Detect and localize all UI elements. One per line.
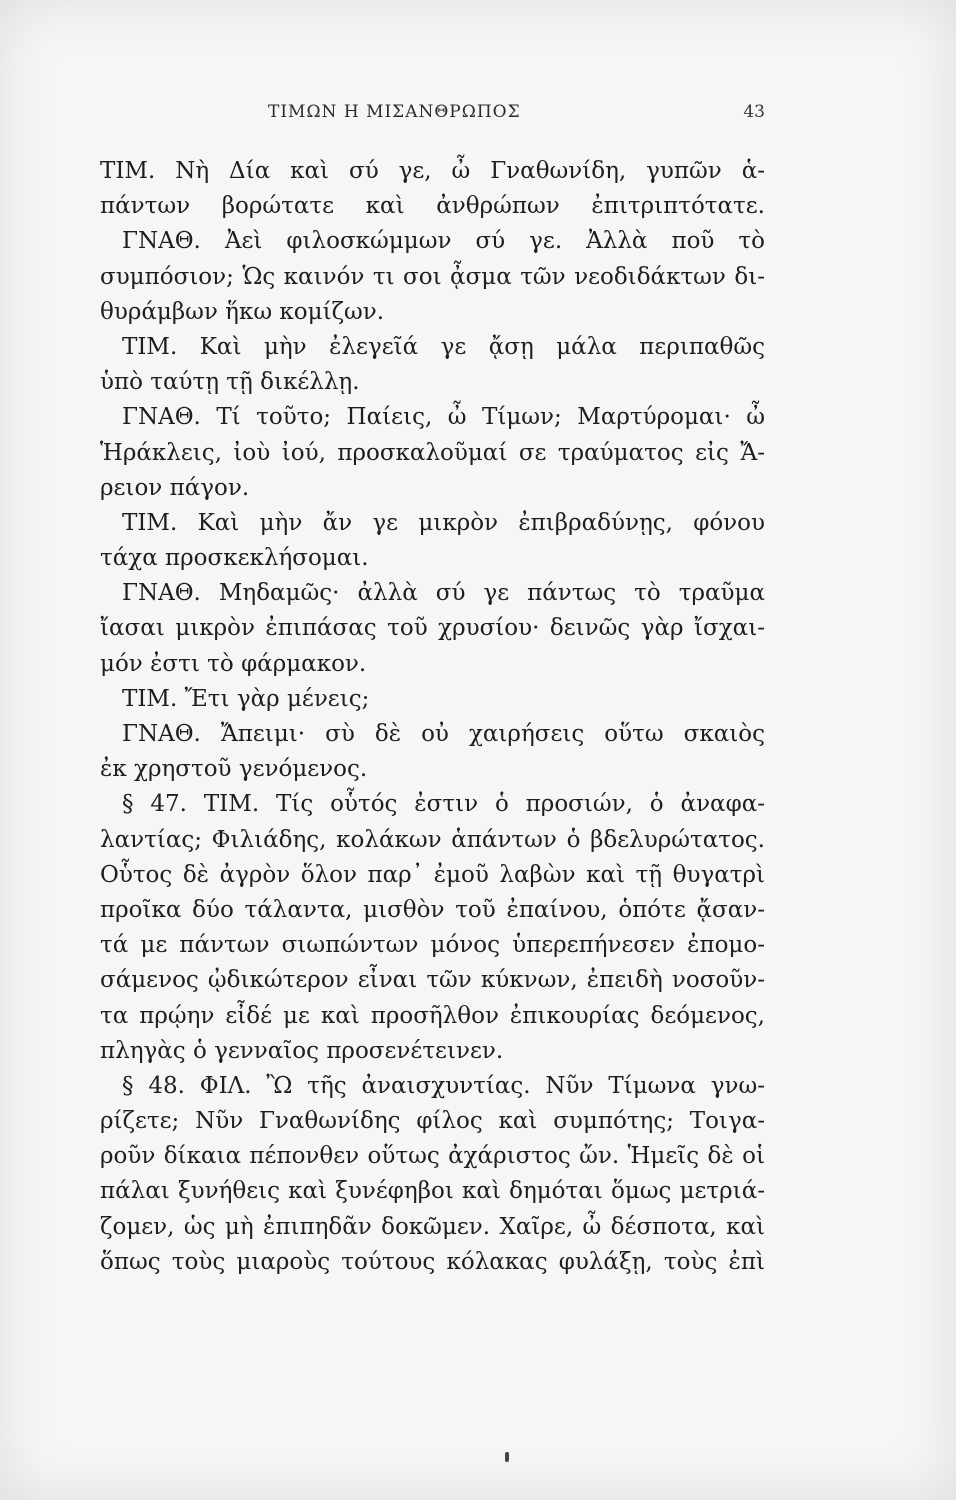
running-title: ΤΙΜΩΝ Η ΜΙΣΑΝΘΡΩΠΟΣ bbox=[268, 102, 521, 122]
text-line: ἴασαι μικρὸν ἐπιπάσας τοῦ χρυσίου· δεινῶς γὰρ ἴσχαι- bbox=[100, 615, 765, 642]
text-line: ἐκ χρηστοῦ γενόμενος. bbox=[100, 756, 368, 783]
text-line: ΓΝΑΘ. Μηδαμῶς· ἀλλὰ σύ γε πάντως τὸ τραῦμα bbox=[122, 580, 765, 607]
text-line: Ἡράκλεις, ἰοὺ ἰού, προσκαλοῦμαί σε τραύματος εἰς Ἄ- bbox=[100, 439, 765, 466]
text-line: ΤΙΜ. Νὴ Δία καὶ σύ γε, ὦ Γναθωνίδη, γυπῶν ἁ- bbox=[100, 158, 765, 184]
ink-spot bbox=[505, 1452, 509, 1462]
text-line: πάλαι ξυνήθεις καὶ ξυνέφηβοι καὶ δημόται ὅμως μετριά- bbox=[100, 1178, 765, 1205]
text-line: θυράμβων ἥκω κομίζων. bbox=[100, 298, 385, 325]
text-line: μόν ἐστι τὸ φάρμακον. bbox=[100, 650, 367, 677]
text-line: ΤΙΜ. Καὶ μὴν ἐλεγεῖά γε ᾄσῃ μάλα περιπαθῶς bbox=[122, 333, 765, 360]
text-line: ΓΝΑΘ. Ἀεὶ φιλοσκώμμων σύ γε. Ἀλλὰ ποῦ τὸ bbox=[122, 228, 765, 255]
text-line: συμπόσιον; Ὡς καινόν τι σοι ᾆσμα τῶν νεοδιδάκτων δι- bbox=[100, 263, 765, 290]
text-line: ΤΙΜ. Ἔτι γὰρ μένεις; bbox=[122, 685, 370, 712]
text-line: ΓΝΑΘ. Ἄπειμι· σὺ δὲ οὐ χαιρήσεις οὕτω σκαιὸς bbox=[122, 721, 765, 747]
text-line: ΤΙΜ. Καὶ μὴν ἄν γε μικρὸν ἐπιβραδύνῃς, φόνου bbox=[122, 509, 765, 536]
text-line: ὅπως τοὺς μιαροὺς τούτους κόλακας φυλάξῃ, τοὺς ἐπὶ bbox=[100, 1248, 765, 1275]
text-line: ρίζετε; Νῦν Γναθωνίδης φίλος καὶ συμπότης; Τοιγα- bbox=[100, 1108, 765, 1135]
text-line: τάχα προσκεκλήσομαι. bbox=[100, 545, 369, 572]
text-line: ροῦν δίκαια πέπονθεν οὕτως ἀχάριστος ὤν. Ἡμεῖς δὲ οἱ bbox=[100, 1143, 765, 1170]
text-line: τα πρῴην εἶδέ με καὶ προσῆλθον ἐπικουρίας δεόμενος, bbox=[100, 1002, 765, 1029]
text-line: Οὗτος δὲ ἀγρὸν ὅλον παρ᾽ ἐμοῦ λαβὼν καὶ τῇ θυγατρὶ bbox=[100, 861, 765, 888]
text-line: πληγὰς ὁ γενναῖος προσενέτεινεν. bbox=[100, 1037, 504, 1064]
body-text bbox=[100, 154, 765, 1280]
text-line: ὑπὸ ταύτῃ τῇ δικέλλῃ. bbox=[100, 369, 360, 396]
text-line: § 47. ΤΙΜ. Τίς οὗτός ἐστιν ὁ προσιών, ὁ ἀναφα- bbox=[122, 791, 765, 818]
text-line: ζομεν, ὡς μὴ ἐπιπηδᾶν δοκῶμεν. Χαῖρε, ὦ δέσποτα, καὶ bbox=[100, 1213, 765, 1240]
page-number: 43 bbox=[743, 102, 765, 122]
text-line: σάμενος ᾠδικώτερον εἶναι τῶν κύκνων, ἐπειδὴ νοσοῦν- bbox=[100, 967, 765, 994]
text-line: πάντων βορώτατε καὶ ἀνθρώπων ἐπιτριπτότατε. bbox=[100, 193, 765, 220]
text-line: προῖκα δύο τάλαντα, μισθὸν τοῦ ἐπαίνου, ὁπότε ᾄσαν- bbox=[100, 896, 765, 923]
text-line: ΓΝΑΘ. Τί τοῦτο; Παίεις, ὦ Τίμων; Μαρτύρομαι· ὦ bbox=[122, 404, 765, 431]
text-line: § 48. ΦΙΛ. Ὢ τῆς ἀναισχυντίας. Νῦν Τίμωνα γνω- bbox=[122, 1072, 765, 1099]
text-line: τά με πάντων σιωπώντων μόνος ὑπερεπήνεσεν ἐπομο- bbox=[100, 932, 765, 959]
page-header bbox=[100, 102, 765, 130]
text-line: λαντίας; Φιλιάδης, κολάκων ἁπάντων ὁ βδελυρώτατος. bbox=[100, 826, 765, 853]
text-line: ρειον πάγον. bbox=[100, 474, 250, 501]
